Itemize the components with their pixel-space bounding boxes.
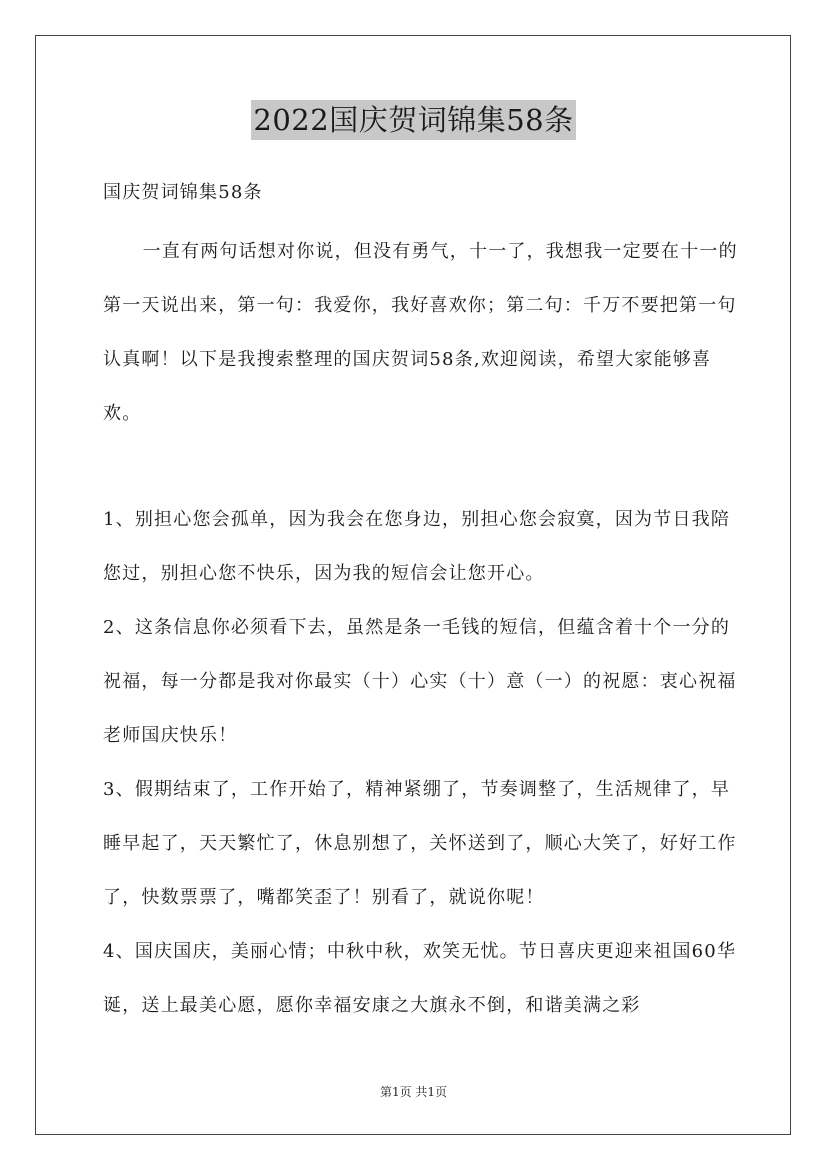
list-item: 1、别担心您会孤单，因为我会在您身边，别担心您会寂寞，因为节日我陪您过，别担心您不快乐，因为我的短信会让您开心。 (103, 509, 731, 584)
list-item: 3、假期结束了，工作开始了，精神紧绷了，节奏调整了，生活规律了，早睡早起了，天天繁忙了，休息别想了，关怀送到了，顺心大笑了，好好工作了，快数票票了，嘴都笑歪了！别看了，就说你呢！ (103, 779, 737, 908)
intro-paragraph: 一直有两句话想对你说，但没有勇气，十一了，我想我一定要在十一的第一天说出来，第一句：我爱你，我好喜欢你；第二句：千万不要把第一句认真啊！以下是我搜索整理的国庆贺词58条,欢迎阅读，希望大家能够喜欢。 (103, 241, 738, 424)
title-container (0, 100, 827, 140)
document-title: 2022国庆贺词锦集58条 (251, 100, 575, 140)
list-item: 4、国庆国庆，美丽心情；中秋中秋，欢笑无忧。节日喜庆更迎来祖国60华诞，送上最美心愿，愿你幸福安康之大旗永不倒，和谐美满之彩 (103, 941, 737, 1016)
page-footer: 第1页 共1页 (379, 1085, 448, 1099)
document-subtitle: 国庆贺词锦集58条 (103, 182, 263, 203)
list-item: 2、这条信息你必须看下去，虽然是条一毛钱的短信，但蕴含着十个一分的祝福，每一分都是我对你最实（十）心实（十）意（一）的祝愿：衷心祝福老师国庆快乐！ (103, 617, 737, 746)
document-body (103, 175, 743, 1033)
greetings-list (103, 493, 743, 1033)
